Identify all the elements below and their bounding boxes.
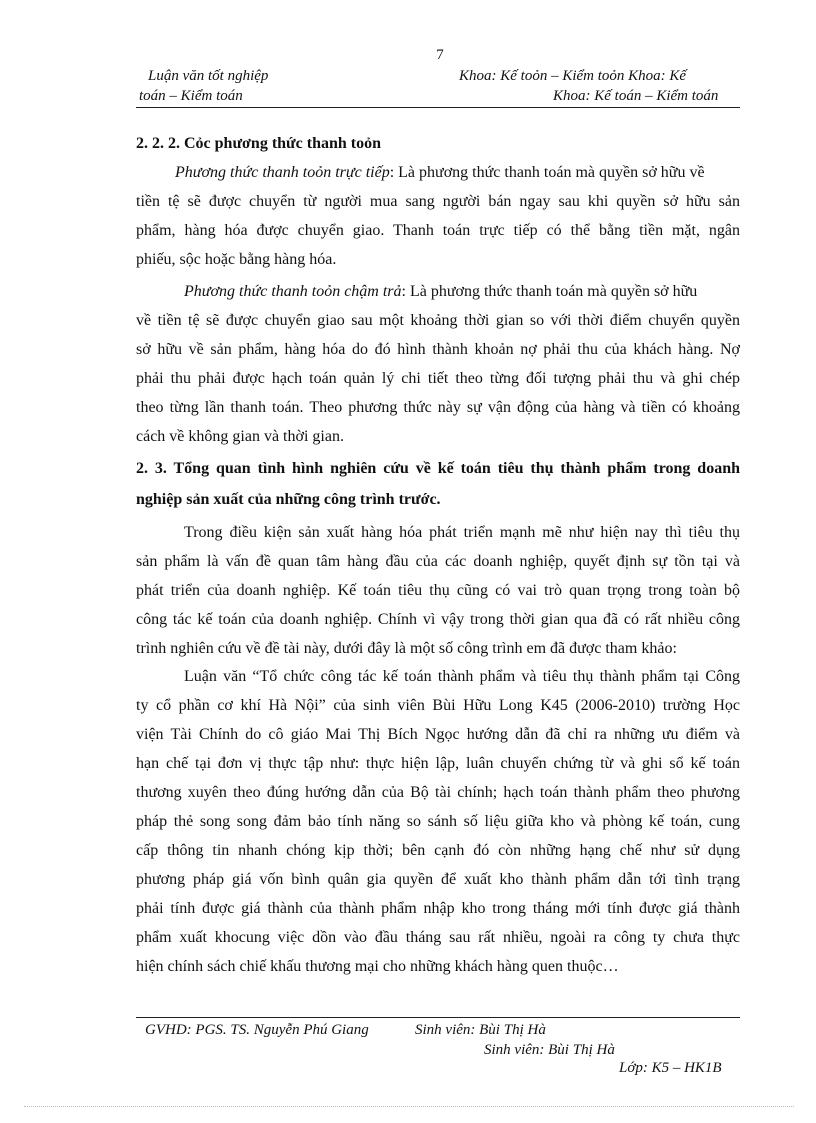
- paragraph-line: phải thu phải được hạch toán quản lý chi tiết theo từng đối tượng phải thu và ghi chép: [136, 370, 740, 387]
- page-number: 7: [436, 47, 444, 63]
- paragraph-line: theo từng lần thanh toán. Theo phương thức này sự vận động của hàng và tiền có khoảng: [136, 399, 740, 416]
- footer-advisor: GVHD: PGS. TS. Nguyễn Phú Giang: [145, 1022, 369, 1038]
- paragraph-line: về tiền tệ sẽ được chuyển giao sau một khoảng thời gian so với thời điểm chuyển quyền: [136, 312, 740, 329]
- section-heading-2-2-2: 2. 2. 2. Cỏc phương thức thanh toỏn: [136, 135, 381, 152]
- paragraph-line: cấp thông tin nhanh chóng kịp thời; bên cạnh đó còn những hạng chế như sử dụng: [136, 842, 740, 859]
- paragraph-line: Trong điều kiện sản xuất hàng hóa phát triển mạnh mẽ như hiện nay thì tiêu thụ: [184, 524, 740, 541]
- page-bottom-divider: [24, 1106, 794, 1107]
- header-faculty-label: Khoa: Kế toỏn – Kiểm toỏn Khoa: Kế: [459, 68, 687, 84]
- paragraph-line: [184, 282, 697, 302]
- paragraph-line: ty cổ phần cơ khí Hà Nội” của sinh viên Bùi Hữu Long K45 (2006-2010) trường Học: [136, 697, 740, 714]
- term-deferred-payment: Phương thức thanh toỏn chậm trả: [184, 283, 402, 300]
- footer-rule: [136, 1017, 740, 1018]
- paragraph-line: Luận văn “Tổ chức công tác kế toán thành phẩm và tiêu thụ thành phẩm tại Công: [184, 668, 740, 685]
- text-span: : Là phương thức thanh toán mà quyền sở hữu về: [389, 164, 705, 181]
- paragraph-line: phẩm, hàng hóa được chuyển giao. Thanh toán trực tiếp có thể bằng tiền mặt, ngân: [136, 222, 740, 239]
- paragraph-line: trình nghiên cứu về đề tài này, dưới đây là một số công trình em đã được tham khảo:: [136, 640, 677, 657]
- paragraph-line: tiền tệ sẽ được chuyển từ người mua sang người bán ngay sau khi quyền sở hữu sản: [136, 193, 740, 210]
- paragraph-line: viện Tài Chính do cô giáo Mai Thị Bích Ngọc hướng dẫn đã chỉ ra những ưu điểm và: [136, 726, 740, 743]
- header-rule: [136, 107, 740, 108]
- footer-student: Sinh viên: Bùi Thị Hà: [415, 1022, 546, 1038]
- paragraph-line: phương pháp giá vốn bình quân gia quyền để xuất kho thành phẩm dẫn tới tình trạng: [136, 871, 740, 888]
- paragraph-line: cách về không gian và thời gian.: [136, 428, 344, 445]
- paragraph-line: sản phẩm là vấn đề quan tâm hàng đầu của các doanh nghiệp, quyết định sự tồn tại và: [136, 553, 740, 570]
- paragraph-line: hạn chế tại đơn vị thực tập như: thực hiện lập, luân chuyển chứng từ và ghi sổ kế toán: [136, 755, 740, 772]
- header-faculty-label-2: Khoa: Kế toán – Kiểm toán: [553, 88, 719, 104]
- footer-class: Lớp: K5 – HK1B: [619, 1060, 722, 1076]
- paragraph-line: pháp thẻ song song đảm bảo tính năng so sánh số liệu giữa kho và phòng kế toán, cung: [136, 813, 740, 830]
- paragraph-line: phải tính được giá thành của thành phẩm nhập kho trong tháng mới tính được giá thành: [136, 900, 740, 917]
- header-subject-label: toán – Kiểm toán: [139, 88, 243, 104]
- section-heading-2-3-cont: nghiệp sản xuất của những công trình trước.: [136, 491, 441, 508]
- section-heading-2-3: 2. 3. Tổng quan tình hình nghiên cứu về kế toán tiêu thụ thành phẩm trong doanh: [136, 460, 740, 477]
- paragraph-line: phẩm xuất khocung việc dồn vào đầu tháng sau rất nhiều, ngoài ra công ty chưa thực: [136, 929, 740, 946]
- paragraph-line: phiếu, sộc hoặc bằng hàng hóa.: [136, 251, 337, 268]
- paragraph-line: hiện chính sách chiế khấu thương mại cho những khách hàng quen thuộc…: [136, 958, 619, 975]
- paragraph-line: thương xuyên theo đúng hướng dẫn của Bộ tài chính; hạch toán thành phẩm theo phương: [136, 784, 740, 801]
- paragraph-line: [175, 163, 705, 183]
- header-thesis-label: Luận văn tốt nghiệp: [148, 68, 269, 84]
- term-direct-payment: Phương thức thanh toỏn trực tiếp: [175, 164, 390, 181]
- paragraph-line: công tác kế toán của doanh nghiệp. Chính vì vậy trong thời gian qua đã có rất nhiều công: [136, 611, 740, 628]
- paragraph-line: sở hữu về sản phẩm, hàng hóa do đó hình thành khoản nợ phải thu của khách hàng. Nợ: [136, 341, 740, 358]
- paragraph-line: phát triển của doanh nghiệp. Kế toán tiêu thụ cũng có vai trò quan trọng trong toàn bộ: [136, 582, 740, 599]
- text-span: : Là phương thức thanh toán mà quyền sở hữu: [401, 283, 698, 300]
- footer-student-2: Sinh viên: Bùi Thị Hà: [484, 1042, 615, 1058]
